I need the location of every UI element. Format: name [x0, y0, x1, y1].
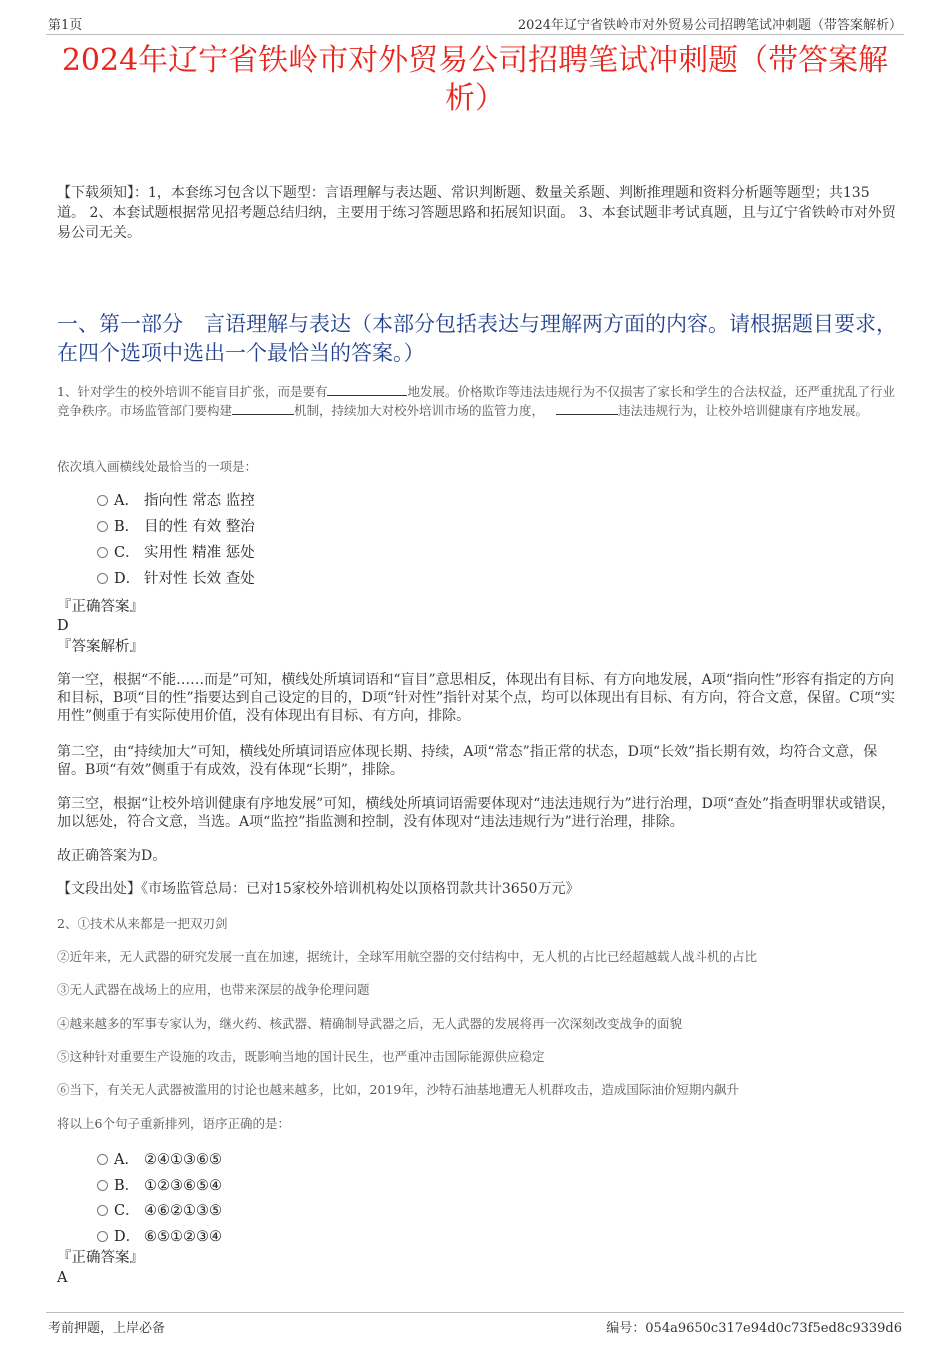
q2-sentence: ③无人武器在战场上的应用，也带来深层的战争伦理问题: [57, 982, 370, 997]
q1-option-a[interactable]: [97, 491, 255, 511]
page-header: [46, 14, 904, 35]
q1-text-part: 地发展。价格欺诈等违法违规行为不仅损害了家长和学生的合法权益，还严重扰乱了行业竞争秩序。市场监管部门要构建: [57, 384, 895, 418]
q1-source: 【文段出处】《市场监管总局：已对15家校外培训机构处以顶格罚款共计3650万元》: [57, 881, 580, 897]
q1-analysis-paragraph: 第一空，根据“不能……而是”可知，横线处所填词语和“盲目”意思相反，体现出有目标、有方向地发展，A项“指向性”形容有指定的方向和目标，B项“目的性”指要达到自己设定的目的，D项“针对性”指针对某个点，均可以体现出有目标、有方向，符合文意，保留。C项“实用性”侧重于有实际使用价值，没有体现出有目标、有方向，排除。: [57, 672, 896, 724]
radio-icon[interactable]: [97, 521, 108, 532]
option-text: 指向性 常态 监控: [144, 493, 255, 509]
blank-2: [232, 402, 294, 415]
option-letter: C．: [114, 1203, 140, 1219]
footer-slogan: 考前押题，上岸必备: [48, 1321, 166, 1336]
q1-answer: D: [57, 618, 69, 634]
header-doc-title: 2024年辽宁省铁岭市对外贸易公司招聘笔试冲刺题（带答案解析）: [517, 18, 902, 33]
option-text: 针对性 长效 查处: [144, 571, 255, 587]
q1-option-b[interactable]: [97, 517, 255, 537]
q1-analysis-paragraph: 第二空，由“持续加大”可知，横线处所填词语应体现长期、持续，A项“常态”指正常的状态，D项“长效”指长期有效，均符合文意，保留。B项“有效”侧重于有成效，没有体现“长期”，排除。: [57, 744, 878, 778]
q2-option-a[interactable]: [97, 1150, 222, 1170]
q1-option-c[interactable]: [97, 543, 255, 563]
q2-sentence: ⑥当下，有关无人武器被滥用的讨论也越来越多，比如，2019年，沙特石油基地遭无人机群攻击，造成国际油价短期内飙升: [57, 1082, 739, 1097]
radio-icon[interactable]: [97, 495, 108, 506]
blank-1: [327, 383, 407, 396]
section-heading: 一、第一部分 言语理解与表达（本部分包括表达与理解两方面的内容。请根据题目要求，在四个选项中选出一个最恰当的答案。）: [57, 312, 897, 365]
download-notice: 【下载须知】：1，本套练习包含以下题型：言语理解与表达题、常识判断题、数量关系题、判断推理题和资料分析题等题型；共135道。 2、本套试题根据常见招考题总结归纳，主要用于练习答题思路和拓展知识面。 3、本套试题非考试真题，且与辽宁省铁岭市对外贸易公司无关。: [57, 185, 896, 241]
option-text: ②④①③⑥⑤: [144, 1152, 222, 1168]
radio-icon[interactable]: [97, 1231, 108, 1242]
q2-option-b[interactable]: [97, 1176, 222, 1196]
q2-option-c[interactable]: [97, 1201, 222, 1221]
q2-sentence: ④越来越多的军事专家认为，继火药、核武器、精确制导武器之后，无人武器的发展将再一次深刻改变战争的面貌: [57, 1016, 683, 1031]
q2-answer-label: 『正确答案』: [57, 1250, 144, 1266]
option-letter: A．: [114, 493, 139, 509]
option-letter: D．: [114, 1229, 141, 1245]
option-letter: B．: [114, 519, 140, 535]
radio-icon[interactable]: [97, 1180, 108, 1191]
option-text: 目的性 有效 整治: [144, 519, 255, 535]
radio-icon[interactable]: [97, 547, 108, 558]
option-text: ⑥⑤①②③④: [144, 1229, 222, 1245]
radio-icon[interactable]: [97, 573, 108, 584]
option-text: ④⑥②①③⑤: [144, 1203, 222, 1219]
q2-prompt: 将以上6个句子重新排列，语序正确的是：: [57, 1116, 290, 1131]
question-1-text: [57, 382, 902, 420]
q1-analysis-label: 『答案解析』: [57, 639, 144, 655]
q2-sentence: 2、①技术从来都是一把双刃剑: [57, 916, 228, 931]
q2-sentence: ②近年来，无人武器的研究发展一直在加速，据统计，全球军用航空器的交付结构中，无人机的占比已经超越载人战斗机的占比: [57, 949, 758, 964]
option-text: ①②③⑥⑤④: [144, 1178, 222, 1194]
blank-3: [556, 402, 618, 415]
document-title: 2024年辽宁省铁岭市对外贸易公司招聘笔试冲刺题（带答案解析）: [61, 43, 889, 116]
question-1-prompt: 依次填入画横线处最恰当的一项是：: [57, 459, 258, 474]
option-letter: C．: [114, 545, 140, 561]
radio-icon[interactable]: [97, 1205, 108, 1216]
radio-icon[interactable]: [97, 1154, 108, 1165]
page-footer: [46, 1312, 904, 1335]
q2-answer: A: [57, 1270, 68, 1286]
option-letter: A．: [114, 1152, 139, 1168]
q1-option-d[interactable]: [97, 569, 255, 589]
option-letter: B．: [114, 1178, 140, 1194]
page-number: 第1页: [48, 18, 83, 33]
q1-text-part: 1、针对学生的校外培训不能盲目扩张，而是要有: [57, 384, 328, 399]
q2-sentence: ⑤这种针对重要生产设施的攻击，既影响当地的国计民生，也严重冲击国际能源供应稳定: [57, 1049, 545, 1064]
q1-analysis-conclusion: 故正确答案为D。: [57, 848, 167, 864]
option-text: 实用性 精准 惩处: [144, 545, 255, 561]
q1-text-part: 机制，持续加大对校外培训市场的监管力度，: [294, 403, 545, 418]
q1-text-part: 违法违规行为，让校外培训健康有序地发展。: [618, 403, 869, 418]
footer-doc-id: 编号：054a9650c317e94d0c73f5ed8c9339d6: [606, 1321, 902, 1336]
q2-option-d[interactable]: [97, 1227, 222, 1247]
q1-analysis-paragraph: 第三空，根据“让校外培训健康有序地发展”可知，横线处所填词语需要体现对“违法违规行为”进行治理，D项“查处”指查明罪状或错误，加以惩处，符合文意，当选。A项“监控”指监测和控制，没有体现对“违法违规行为”进行治理，排除。: [57, 796, 896, 830]
q1-answer-label: 『正确答案』: [57, 599, 144, 615]
option-letter: D．: [114, 571, 141, 587]
